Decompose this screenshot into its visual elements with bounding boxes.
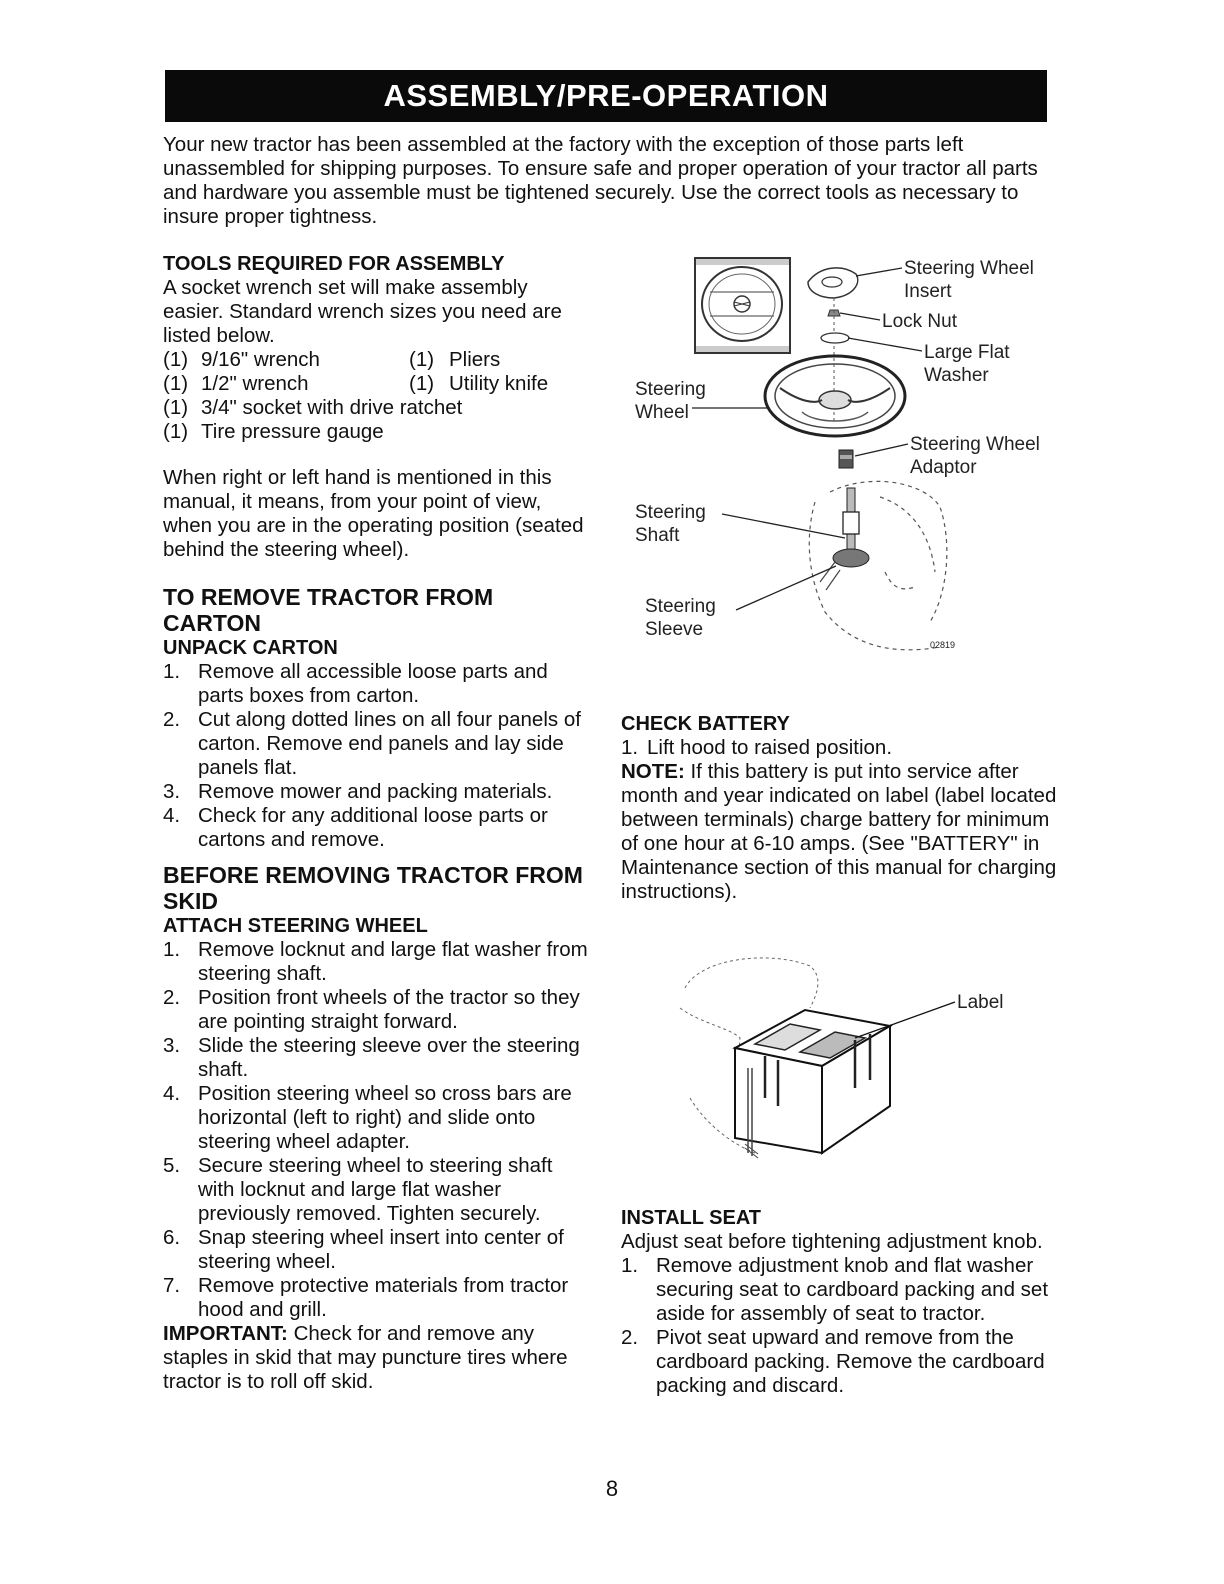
tool-name: Utility knife: [449, 372, 549, 395]
section-banner: [165, 70, 1047, 122]
intro-paragraph: Your new tractor has been assembled at the factory with the exception of those parts left unassembled for shipping purposes. To ensure safe and proper operation of your tractor all parts and hardware you assemble must be tightened securely. Use the correct tools as necessary to insure proper tightness.: [163, 133, 1038, 228]
list-item: [621, 1254, 1061, 1326]
label-steering-wheel-adaptor: Adaptor: [910, 457, 977, 478]
battery-figure: [660, 948, 1040, 1173]
list-item: [163, 804, 593, 852]
seat-steps: [621, 1254, 1061, 1398]
tools-row: [163, 348, 548, 372]
step-number: 4.: [163, 1082, 181, 1105]
tool-qty: (1): [409, 372, 435, 395]
step-text: Pivot seat upward and remove from the cardboard packing. Remove the cardboard packing and discard.: [656, 1326, 1045, 1397]
step-text: Position front wheels of the tractor so they are pointing straight forward.: [198, 986, 580, 1033]
step-text: Remove locknut and large flat washer from steering shaft.: [198, 938, 588, 985]
tool-name: Tire pressure gauge: [201, 420, 384, 443]
tools-heading: TOOLS REQUIRED FOR ASSEMBLY: [163, 253, 505, 275]
tool-qty: (1): [163, 372, 189, 395]
step-text: Check for any additional loose parts or cartons and remove.: [198, 804, 548, 851]
label-large-flat-washer: Washer: [924, 365, 989, 386]
list-item: [163, 1226, 593, 1274]
label-steering-wheel: Wheel: [635, 402, 689, 423]
step-number: 2.: [163, 708, 181, 731]
large-flat-washer: [821, 333, 849, 343]
important-label: IMPORTANT:: [163, 1322, 288, 1345]
list-item: [163, 986, 593, 1034]
list-item: [163, 1274, 593, 1322]
steering-assembly-figure: [630, 252, 1060, 672]
tools-row: [163, 420, 548, 444]
label-steering-sleeve: Sleeve: [645, 619, 704, 640]
list-item: [163, 938, 593, 986]
tool-name: Pliers: [449, 348, 501, 371]
label-steering-wheel: Steering: [635, 379, 706, 400]
tool-name: 1/2" wrench: [201, 372, 309, 395]
tool-qty: (1): [409, 348, 435, 371]
label-lock-nut: Lock Nut: [882, 311, 957, 332]
attach-subheading: ATTACH STEERING WHEEL: [163, 915, 428, 937]
step-text: Remove protective materials from tractor hood and grill.: [198, 1274, 569, 1321]
steering-shaft: [820, 488, 869, 590]
hand-note: When right or left hand is mentioned in this manual, it means, from your point of view, when you are in the operating position (seated behind the steering wheel).: [163, 466, 584, 561]
step-number: 1.: [163, 938, 181, 961]
note-label: NOTE:: [621, 760, 685, 783]
step-text: Remove adjustment knob and flat washer securing seat to cardboard packing and set aside for assembly of seat to tractor.: [656, 1254, 1049, 1325]
list-item: [163, 1034, 593, 1082]
tools-intro: A socket wrench set will make assembly easier. Standard wrench sizes you need are listed below.: [163, 276, 562, 347]
label-steering-wheel-insert: Steering Wheel: [904, 258, 1034, 279]
page-number: 8: [605, 1476, 619, 1501]
steering-wheel-inset: [695, 258, 790, 353]
step-text: Snap steering wheel insert into center of steering wheel.: [198, 1226, 564, 1273]
list-item: [163, 1154, 593, 1226]
label-steering-sleeve: Steering: [645, 596, 716, 617]
step-number: 1.: [163, 660, 181, 683]
tool-qty: (1): [163, 396, 189, 419]
important-note: [163, 1322, 593, 1394]
step-number: 5.: [163, 1154, 181, 1177]
step-text: Cut along dotted lines on all four panels of carton. Remove end panels and lay side panels flat.: [198, 708, 581, 779]
list-item: [621, 736, 1061, 760]
step-text: Position steering wheel so cross bars are horizontal (left to right) and slide onto steering wheel adapter.: [198, 1082, 572, 1153]
step-text: Secure steering wheel to steering shaft with locknut and large flat washer previously removed. Tighten securely.: [198, 1154, 553, 1225]
step-text: Slide the steering sleeve over the steering shaft.: [198, 1034, 580, 1081]
list-item: [163, 708, 593, 780]
seat-intro: Adjust seat before tightening adjustment knob.: [621, 1230, 1043, 1253]
seat-section: [621, 1206, 1061, 1398]
label-steering-wheel-insert: Insert: [904, 281, 952, 302]
step-number: 3.: [163, 1034, 181, 1057]
battery-section: [621, 712, 1061, 904]
step-number: 1.: [621, 736, 639, 759]
seat-heading: INSTALL SEAT: [621, 1207, 761, 1229]
important-text: Check for and remove any staples in skid that may puncture tires where tractor is to roll off skid.: [163, 1322, 568, 1393]
label-large-flat-washer: Large Flat: [924, 342, 1010, 363]
step-number: 3.: [163, 780, 181, 803]
steering-wheel-insert: [808, 268, 858, 298]
label-steering-shaft: Steering: [635, 502, 706, 523]
tools-row: [163, 396, 548, 420]
unpack-steps: [163, 660, 593, 852]
figure-code: 02819: [930, 640, 956, 650]
step-number: 4.: [163, 804, 181, 827]
left-column: [163, 252, 593, 1394]
unpack-subheading: UNPACK CARTON: [163, 637, 338, 659]
remove-heading: TO REMOVE TRACTOR FROM CARTON: [163, 584, 494, 636]
label-battery-label: Label: [957, 992, 1004, 1013]
list-item: [163, 780, 593, 804]
battery-heading: CHECK BATTERY: [621, 713, 790, 735]
step-number: 7.: [163, 1274, 181, 1297]
step-number: 1.: [621, 1254, 639, 1277]
tools-list: [163, 348, 548, 444]
list-item: [163, 660, 593, 708]
step-text: Lift hood to raised position.: [647, 736, 893, 759]
attach-steps: [163, 938, 593, 1322]
tractor-dash-outline: [809, 481, 947, 649]
tool-name: 9/16" wrench: [201, 348, 320, 371]
battery-note: [621, 760, 1061, 904]
battery-steps: [621, 736, 1061, 760]
tool-qty: (1): [163, 348, 189, 371]
label-steering-shaft: Shaft: [635, 525, 680, 546]
label-steering-wheel-adaptor: Steering Wheel: [910, 434, 1040, 455]
page-title: ASSEMBLY/PRE-OPERATION: [383, 78, 829, 113]
step-number: 6.: [163, 1226, 181, 1249]
step-text: Remove all accessible loose parts and parts boxes from carton.: [198, 660, 548, 707]
list-item: [163, 1082, 593, 1154]
step-number: 2.: [621, 1326, 639, 1349]
tools-row: [163, 372, 548, 396]
step-text: Remove mower and packing materials.: [198, 780, 553, 803]
steering-wheel: [765, 356, 905, 436]
battery: [735, 1010, 890, 1158]
tool-name: 3/4" socket with drive ratchet: [201, 396, 463, 419]
note-text: If this battery is put into service after month and year indicated on label (label located between terminals) charge battery for minimum of one hour at 6-10 amps. (See "BATTERY" in Maintenance section of this manual for charging instructions).: [621, 760, 1057, 903]
steering-wheel-adaptor: [839, 450, 853, 468]
before-heading: BEFORE REMOVING TRACTOR FROM SKID: [163, 862, 583, 914]
list-item: [621, 1326, 1061, 1398]
step-number: 2.: [163, 986, 181, 1009]
tool-qty: (1): [163, 420, 189, 443]
